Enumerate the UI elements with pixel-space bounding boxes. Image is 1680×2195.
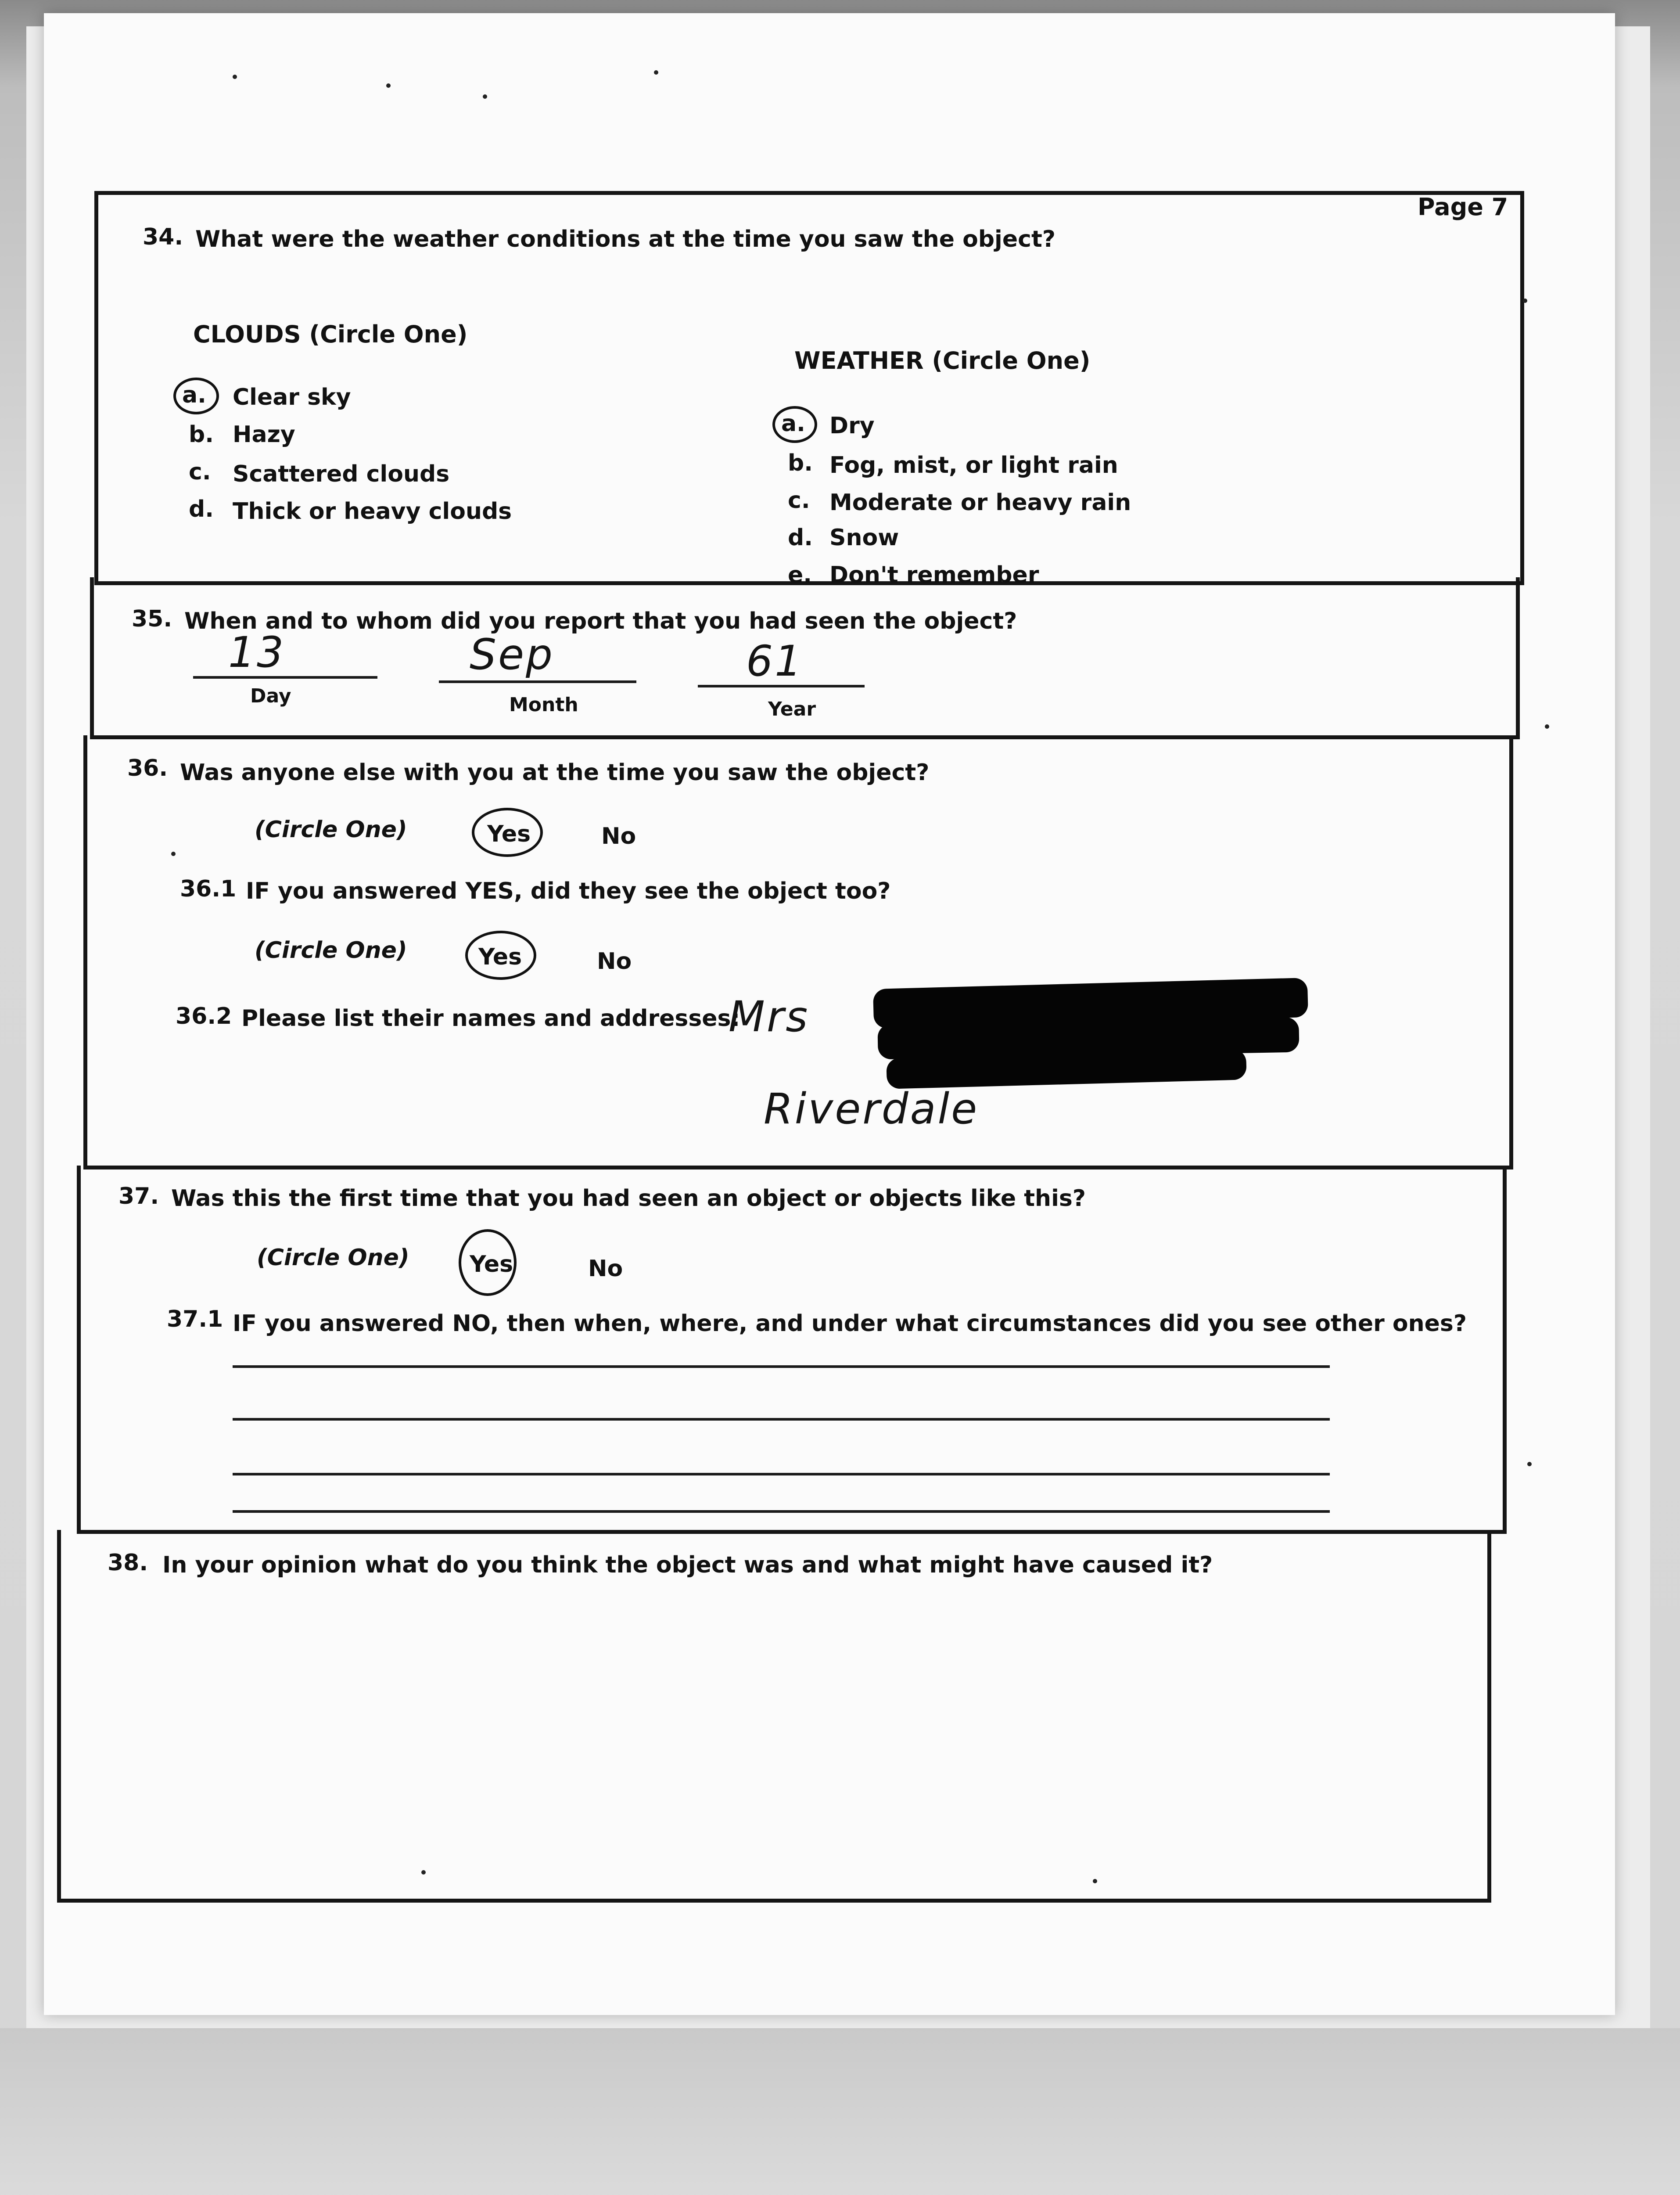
- q36-2-name-value[interactable]: Mrs: [729, 992, 810, 1041]
- q37-question: Was this the first time that you had seen an object or objects like this?: [171, 1185, 1086, 1212]
- q36-1-yes[interactable]: Yes: [478, 944, 522, 970]
- weather-option-d-label[interactable]: Snow: [829, 525, 899, 551]
- scan-speck: [654, 70, 658, 75]
- q36-1-no[interactable]: No: [597, 948, 632, 975]
- q35-day-label: Day: [250, 685, 291, 707]
- weather-option-b-label[interactable]: Fog, mist, or light rain: [829, 452, 1118, 479]
- weather-option-d-letter[interactable]: d.: [788, 525, 813, 551]
- q36-circle-label: (Circle One): [255, 817, 407, 843]
- q35-month-value[interactable]: Sep: [470, 630, 554, 679]
- q36-1-question: IF you answered YES, did they see the object too?: [246, 878, 891, 904]
- clouds-option-a-letter[interactable]: a.: [182, 382, 206, 408]
- q36-1-circle-label: (Circle One): [255, 937, 407, 964]
- clouds-selected-circle: [173, 378, 219, 414]
- q35-day-value[interactable]: 13: [228, 628, 286, 677]
- q36-2-address-value[interactable]: Riverdale: [764, 1084, 979, 1133]
- scan-speck: [1523, 299, 1527, 303]
- weather-option-c-label[interactable]: Moderate or heavy rain: [829, 489, 1131, 516]
- q36-yes-circle: [472, 808, 543, 857]
- q36-yes[interactable]: Yes: [487, 821, 531, 847]
- q36-1-yes-circle: [465, 931, 536, 980]
- weather-option-c-letter[interactable]: c.: [788, 487, 810, 514]
- q37-yes[interactable]: Yes: [470, 1251, 513, 1277]
- q35-year-label: Year: [768, 698, 816, 720]
- weather-option-e-label[interactable]: Don't remember: [829, 562, 1039, 588]
- q35-month-label: Month: [509, 694, 578, 716]
- weather-option-a-label[interactable]: Dry: [829, 413, 875, 439]
- scanner-bed: [0, 2028, 1680, 2195]
- q37-section: [77, 1166, 1507, 1534]
- q37-1-number: 37.1: [167, 1306, 223, 1332]
- weather-heading: WEATHER (Circle One): [794, 347, 1091, 374]
- clouds-option-d-label[interactable]: Thick or heavy clouds: [233, 498, 512, 525]
- q37-1-answer-line-2[interactable]: [233, 1418, 1330, 1421]
- q36-question: Was anyone else with you at the time you saw the object?: [180, 759, 930, 786]
- q37-no[interactable]: No: [588, 1256, 623, 1282]
- q35-number: 35.: [132, 606, 172, 632]
- q38-question: In your opinion what do you think the object was and what might have caused it?: [162, 1552, 1213, 1578]
- q37-1-answer-line-3[interactable]: [233, 1473, 1330, 1475]
- weather-selected-circle: [772, 406, 817, 443]
- page-number: Page 7: [1418, 193, 1508, 221]
- q34-question: What were the weather conditions at the time you saw the object?: [195, 226, 1055, 252]
- q37-number: 37.: [118, 1183, 159, 1209]
- q38-number: 38.: [108, 1550, 148, 1576]
- q35-year-value[interactable]: 61: [746, 637, 804, 686]
- weather-option-b-letter[interactable]: b.: [788, 450, 813, 476]
- q35-question: When and to whom did you report that you had seen the object?: [184, 608, 1017, 634]
- q36-number: 36.: [127, 755, 168, 781]
- q36-2-question: Please list their names and addresses:: [241, 1005, 740, 1032]
- q38-section: [57, 1530, 1491, 1903]
- scan-speck: [386, 83, 391, 88]
- scan-speck: [1545, 724, 1549, 729]
- q37-1-answer-line-1[interactable]: [233, 1365, 1330, 1368]
- weather-option-e-letter[interactable]: e.: [788, 562, 812, 588]
- q37-circle-label: (Circle One): [257, 1245, 409, 1271]
- clouds-option-c-letter[interactable]: c.: [189, 459, 211, 485]
- q37-1-answer-line-4[interactable]: [233, 1510, 1330, 1513]
- q37-yes-circle: [459, 1229, 517, 1296]
- clouds-option-c-label[interactable]: Scattered clouds: [233, 461, 450, 487]
- q35-year-line: [698, 685, 865, 687]
- q37-1-question: IF you answered NO, then when, where, and under what circumstances did you see other ones?: [233, 1310, 1467, 1337]
- scan-speck: [483, 94, 487, 99]
- scan-speck: [171, 852, 176, 856]
- weather-option-a-letter[interactable]: a.: [781, 410, 805, 437]
- clouds-option-a-label[interactable]: Clear sky: [233, 384, 351, 410]
- scan-speck: [233, 75, 237, 79]
- clouds-option-b-letter[interactable]: b.: [189, 421, 214, 448]
- q35-day-line: [193, 676, 377, 679]
- clouds-heading: CLOUDS (Circle One): [193, 320, 468, 348]
- scan-speck: [421, 1870, 426, 1875]
- q35-month-line: [439, 680, 636, 683]
- clouds-option-d-letter[interactable]: d.: [189, 496, 214, 522]
- clouds-option-b-label[interactable]: Hazy: [233, 421, 295, 448]
- scan-speck: [1093, 1879, 1097, 1883]
- form-page: [44, 13, 1615, 2015]
- q36-2-number: 36.2: [176, 1003, 232, 1029]
- q36-no[interactable]: No: [601, 823, 636, 849]
- q36-1-number: 36.1: [180, 876, 237, 902]
- scan-speck: [1527, 1462, 1532, 1466]
- q34-number: 34.: [143, 224, 183, 250]
